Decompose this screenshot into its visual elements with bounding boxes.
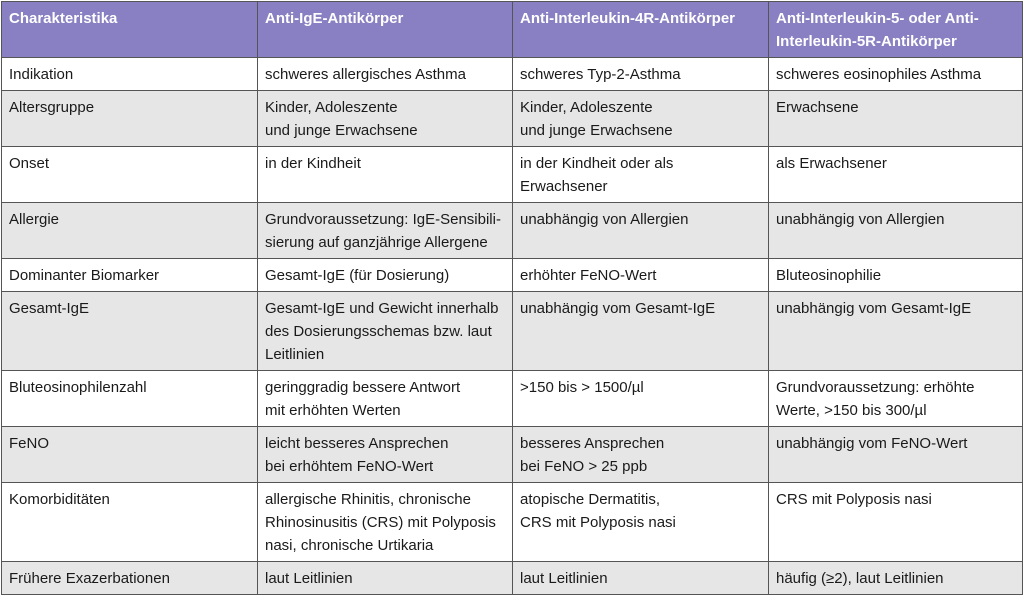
cell-anti-ige: allergische Rhinitis, chronische Rhinosinusitis (CRS) mit Polyposis nasi, chronische Urtikaria [258, 483, 513, 562]
row-label: Altersgruppe [2, 91, 258, 147]
cell-anti-ige: Grundvoraussetzung: IgE-Sensibili- sierung auf ganzjährige Allergene [258, 203, 513, 259]
cell-anti-ige: Gesamt-IgE (für Dosierung) [258, 259, 513, 292]
table-row [2, 562, 1023, 595]
cell-anti-il4r: >150 bis > 1500/µl [513, 371, 769, 427]
cell-anti-il5: CRS mit Polyposis nasi [769, 483, 1023, 562]
cell-anti-il5: als Erwachsener [769, 147, 1023, 203]
cell-anti-il4r: unabhängig von Allergien [513, 203, 769, 259]
cell-anti-il5: Grundvoraussetzung: erhöhte Werte, >150 bis 300/µl [769, 371, 1023, 427]
table-row [2, 259, 1023, 292]
row-label: Onset [2, 147, 258, 203]
table-row [2, 427, 1023, 483]
cell-anti-ige: laut Leitlinien [258, 562, 513, 595]
row-label: Bluteosinophilenzahl [2, 371, 258, 427]
cell-anti-ige: Kinder, Adoleszente und junge Erwachsene [258, 91, 513, 147]
header-anti-ige: Anti-IgE-Antikörper [258, 2, 513, 58]
cell-anti-ige: schweres allergisches Asthma [258, 58, 513, 91]
header-anti-il5: Anti-Interleukin-5- oder Anti- Interleukin-5R-Antikörper [769, 2, 1023, 58]
cell-anti-il5: häufig (≥2), laut Leitlinien [769, 562, 1023, 595]
cell-anti-il4r: atopische Dermatitis, CRS mit Polyposis nasi [513, 483, 769, 562]
table-row [2, 292, 1023, 371]
table-row [2, 58, 1023, 91]
cell-anti-il4r: besseres Ansprechen bei FeNO > 25 ppb [513, 427, 769, 483]
row-label: Frühere Exazerbationen [2, 562, 258, 595]
row-label: Komorbiditäten [2, 483, 258, 562]
cell-anti-il4r: unabhängig vom Gesamt-IgE [513, 292, 769, 371]
table-row [2, 371, 1023, 427]
cell-anti-ige: in der Kindheit [258, 147, 513, 203]
cell-anti-ige: Gesamt-IgE und Gewicht innerhalb des Dosierungsschemas bzw. laut Leitlinien [258, 292, 513, 371]
row-label: Dominanter Biomarker [2, 259, 258, 292]
header-row [2, 2, 1023, 58]
header-anti-il4r: Anti-Interleukin-4R-Antikörper [513, 2, 769, 58]
comparison-table [1, 1, 1023, 595]
table-row [2, 91, 1023, 147]
row-label: Allergie [2, 203, 258, 259]
cell-anti-il5: Bluteosinophilie [769, 259, 1023, 292]
table-row [2, 203, 1023, 259]
row-label: Gesamt-IgE [2, 292, 258, 371]
cell-anti-ige: geringgradig bessere Antwort mit erhöhten Werten [258, 371, 513, 427]
cell-anti-ige: leicht besseres Ansprechen bei erhöhtem FeNO-Wert [258, 427, 513, 483]
cell-anti-il5: unabhängig vom FeNO-Wert [769, 427, 1023, 483]
header-characteristic: Charakteristika [2, 2, 258, 58]
row-label: Indikation [2, 58, 258, 91]
cell-anti-il5: Erwachsene [769, 91, 1023, 147]
cell-anti-il4r: erhöhter FeNO-Wert [513, 259, 769, 292]
cell-anti-il5: unabhängig vom Gesamt-IgE [769, 292, 1023, 371]
cell-anti-il4r: in der Kindheit oder als Erwachsener [513, 147, 769, 203]
cell-anti-il5: unabhängig von Allergien [769, 203, 1023, 259]
table-row [2, 483, 1023, 562]
cell-anti-il5: schweres eosinophiles Asthma [769, 58, 1023, 91]
cell-anti-il4r: Kinder, Adoleszente und junge Erwachsene [513, 91, 769, 147]
row-label: FeNO [2, 427, 258, 483]
cell-anti-il4r: schweres Typ-2-Asthma [513, 58, 769, 91]
cell-anti-il4r: laut Leitlinien [513, 562, 769, 595]
table-row [2, 147, 1023, 203]
